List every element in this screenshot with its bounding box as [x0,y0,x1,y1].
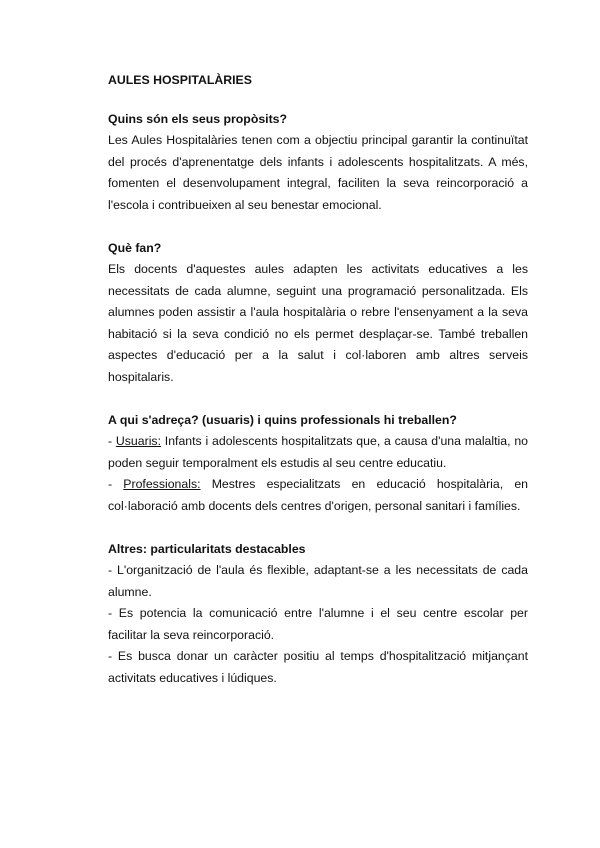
section-body: Els docents d'aquestes aules adapten les activitats educatives a les necessitats de cada alumne, seguint una programació personalitzada. Els alumnes poden assistir a l'aula hospitalària o rebre l'ensenyament a la seva habitació si la seva condició no els permet desplaçar-se. També treballen aspectes d'educació per a la salut i col·laboren amb altres serveis hospitalaris. [108,262,528,384]
section-heading: A qui s'adreça? (usuaris) i quins professionals hi treballen? [108,412,457,427]
section-other [108,539,528,690]
list-item-professionals [108,474,528,517]
professionals-text: Mestres especialitzats en educació hospitalària, en col·laboració amb docents dels centres d'origen, personal sanitari i famílies. [108,477,529,513]
section-what-they-do [108,238,528,389]
users-label: Usuaris: [115,434,161,448]
section-heading: Quins són els seus propòsits? [108,111,288,126]
list-item: - Es busca donar un caràcter positiu al temps d'hospitalització mitjançant activitats educatives i lúdiques. [108,649,528,685]
document-page [108,70,528,711]
professionals-label: Professionals: [123,477,201,491]
section-body: Les Aules Hospitalàries tenen com a objectiu principal garantir la continuïtat del procés d'aprenentatge dels infants i adolescents hospitalitzats. A més, fomenten el desenvolupament integral, faciliten la seva reincorporació a l'escola i contribueixen al seu benestar emocional. [108,133,528,212]
document-title: AULES HOSPITALÀRIES [108,73,252,87]
section-users-professionals [108,410,528,518]
section-heading: Altres: particularitats destacables [108,541,306,556]
list-dash: - [108,434,116,448]
list-item: - L'organització de l'aula és flexible, adaptant-se a les necessitats de cada alumne. [108,563,528,599]
section-purposes [108,109,528,217]
section-heading: Què fan? [108,240,162,255]
list-item-users [108,431,528,474]
users-text: Infants i adolescents hospitalitzats que, a causa d'una malaltia, no poden seguir temporalment els estudis al seu centre educatiu. [108,434,529,470]
list-item: - Es potencia la comunicació entre l'alumne i el seu centre escolar per facilitar la seva reincorporació. [108,606,528,642]
list-dash: - [108,477,124,491]
